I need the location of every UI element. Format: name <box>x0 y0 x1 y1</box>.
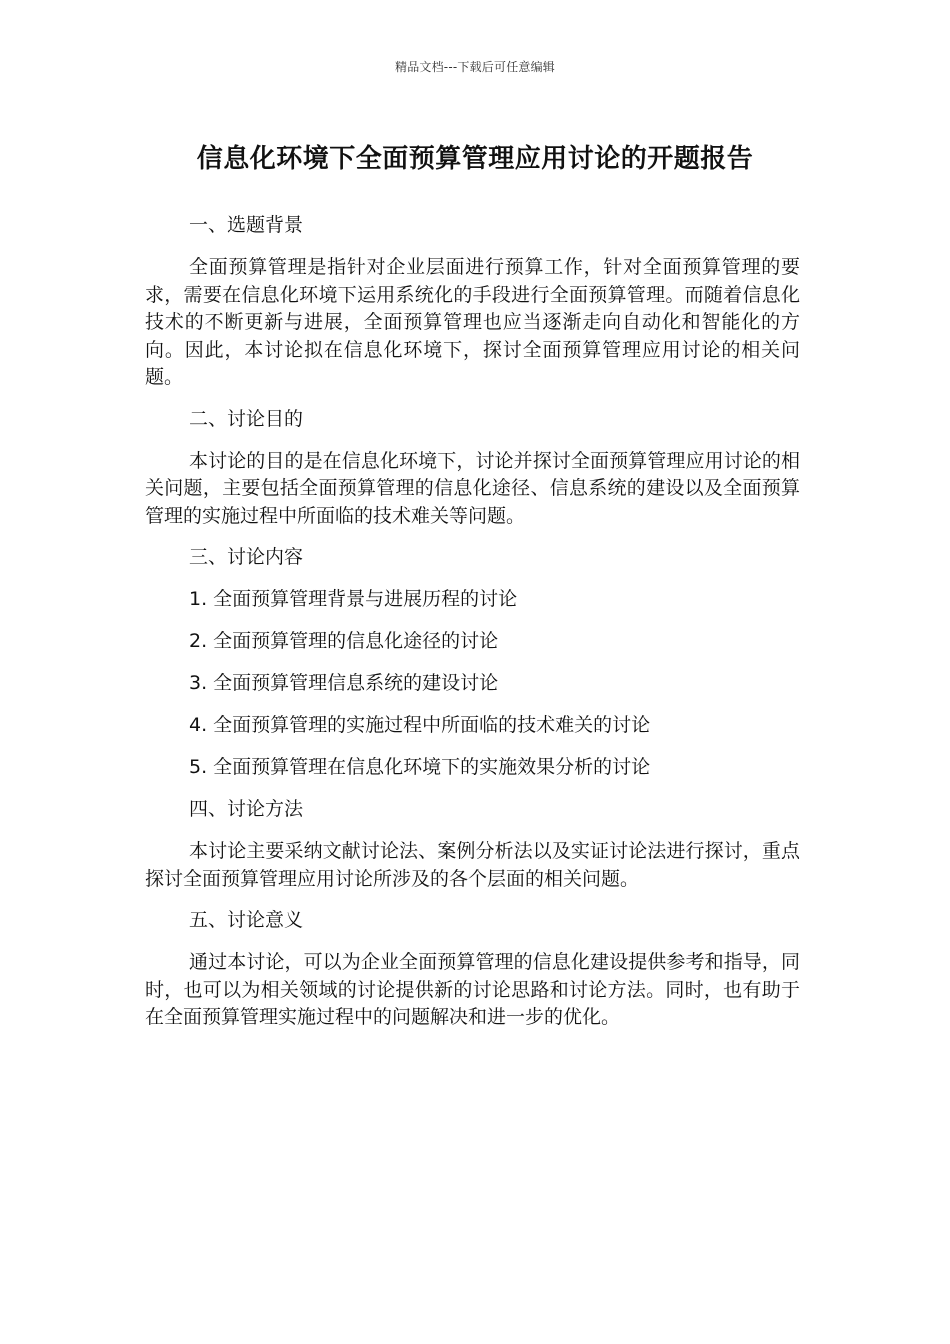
list-item-number: 1. <box>189 588 208 610</box>
section-heading-background: 一、选题背景 <box>189 214 304 236</box>
section-paragraph-significance: 通过本讨论，可以为企业全面预算管理的信息化建设提供参考和指导，同时，也可以为相关领域的讨论提供新的讨论思路和讨论方法。同时，也有助于在全面预算管理实施过程中的问题解决和进一步的优化。 <box>145 951 800 1028</box>
list-item <box>145 628 800 656</box>
list-item-number: 2. <box>189 630 208 652</box>
section-paragraph-purpose: 本讨论的目的是在信息化环境下，讨论并探讨全面预算管理应用讨论的相关问题，主要包括全面预算管理的信息化途径、信息系统的建设以及全面预算管理的实施过程中所面临的技术难关等问题。 <box>145 449 800 527</box>
document-title: 信息化环境下全面预算管理应用讨论的开题报告 <box>196 144 754 174</box>
section-heading-method: 四、讨论方法 <box>189 798 304 820</box>
section-paragraph-method: 本讨论主要采纳文献讨论法、案例分析法以及实证讨论法进行探讨，重点探讨全面预算管理应用讨论所涉及的各个层面的相关问题。 <box>145 840 800 890</box>
list-item-text: 全面预算管理背景与进展历程的讨论 <box>213 588 518 610</box>
list-item <box>145 586 800 614</box>
list-item-text: 全面预算管理的实施过程中所面临的技术难关的讨论 <box>213 714 651 736</box>
list-item-number: 5. <box>189 756 208 778</box>
section-heading-purpose: 二、讨论目的 <box>189 407 304 430</box>
list-item <box>145 670 800 698</box>
list-item-number: 4. <box>189 714 208 736</box>
header-note: 精品文档---下载后可任意编辑 <box>395 60 555 74</box>
list-item-text: 全面预算管理在信息化环境下的实施效果分析的讨论 <box>213 756 651 778</box>
section-paragraph-background: 全面预算管理是指针对企业层面进行预算工作，针对全面预算管理的要求，需要在信息化环境下运用系统化的手段进行全面预算管理。而随着信息化技术的不断更新与进展，全面预算管理也应当逐渐走向自动化和智能化的方向。因此，本讨论拟在信息化环境下，探讨全面预算管理应用讨论的相关问题。 <box>145 256 800 388</box>
list-item-number: 3. <box>189 672 208 694</box>
list-item-text: 全面预算管理的信息化途径的讨论 <box>213 630 499 652</box>
section-heading-content: 三、讨论内容 <box>189 546 304 568</box>
list-item-text: 全面预算管理信息系统的建设讨论 <box>213 672 499 694</box>
list-item <box>145 754 800 782</box>
content-list <box>145 586 800 782</box>
section-heading-significance: 五、讨论意义 <box>189 909 304 931</box>
list-item <box>145 712 800 740</box>
document-body <box>145 212 800 1046</box>
